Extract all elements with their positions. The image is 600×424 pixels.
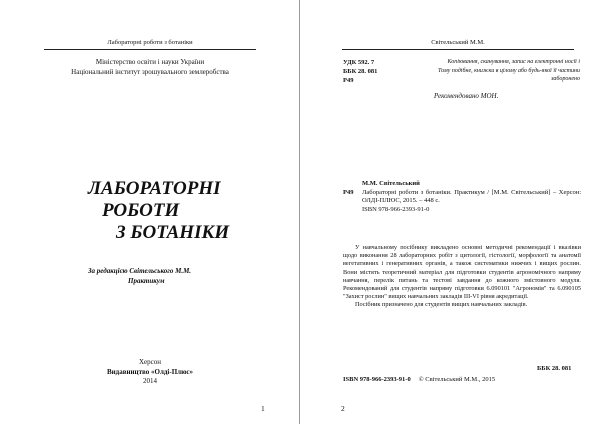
catalog-isbn: ISBN 978-966-2393-91-0 <box>362 205 430 213</box>
warning-line-3: заборонено <box>551 76 580 82</box>
bbk-code: ББК 28. 081 <box>343 68 378 75</box>
recommendation-note: Рекомендовано МОН. <box>434 92 499 100</box>
genre-line: Практикум <box>128 277 165 285</box>
imprint-page <box>300 0 600 424</box>
abstract <box>343 244 581 310</box>
header-rule <box>44 49 256 50</box>
catalog-entry: Лабораторні роботи з ботаніки. Практикум / [М.М. Світельський] – Херсон: ОЛДІ-ПЛЮС, 2015. – 448 с. <box>362 188 581 204</box>
year: 2014 <box>143 377 157 385</box>
book-title <box>88 178 268 244</box>
running-head: Світельський М.М. <box>431 39 485 46</box>
bbk-bottom: ББК 28. 081 <box>537 365 572 372</box>
imprint-block <box>44 358 256 387</box>
copyright-warning <box>408 58 580 84</box>
ministry-line: Міністерство освіти і науки України <box>95 58 205 66</box>
title-line-2: РОБОТИ <box>102 200 180 221</box>
editor-block <box>88 266 278 286</box>
catalog-key: Р49 <box>343 188 354 196</box>
catalog-row <box>343 189 581 206</box>
author-mark: Р49 <box>343 77 354 84</box>
abstract-paragraph: Посібник призначено для студентів вищих навчальних закладів. <box>355 301 528 309</box>
catalog-record <box>343 180 581 214</box>
city: Херсон <box>138 358 161 366</box>
abstract-paragraph: У навчальному посібнику викладено основні методичні рекомендації і вказівки щодо виконання 28 лабораторних робіт з цитології, гістології, морфології та анатомії вегетативних і генеративних органів, а також систематики нижчих і вищих рослин. Вони містять теоретичний матеріал для підготовки студентів агрономічного напряму навчання, перелік питань та тестові завдання до кожного змістовного модуля. Рекомендований для студентів напряму підготовки 6.090101 "Агрономія" та 6.090105 "Захист рослин" вищих навчальних закладів III-VI рівня акредитації. <box>343 244 581 301</box>
copyright: © Світельський М.М., 2015 <box>418 376 496 383</box>
page-number: 2 <box>341 404 345 413</box>
warning-line-2: Тому подібне, книжки в цілому або будь-якої її частини <box>437 67 580 74</box>
institute-line: Національний інститут зрошувального землеробства <box>71 67 229 76</box>
running-head: Лабораторні роботи з ботаніки <box>107 39 193 46</box>
editor-line: За редакцією Світельського М.М. <box>88 267 192 275</box>
title-page <box>0 0 299 424</box>
warning-line-1: Копіювання, сканування, запис на електронні носії і <box>447 59 580 65</box>
page-number: 1 <box>261 404 265 413</box>
title-line-3: З БОТАНІКИ <box>116 222 230 243</box>
title-line-1: ЛАБОРАТОРНІ <box>88 178 221 199</box>
classification-codes <box>343 58 403 85</box>
publisher: Видавництво «Олді-Плюс» <box>106 367 194 376</box>
ministry-block <box>44 58 256 77</box>
udk-code: УДК 592. 7 <box>343 59 375 66</box>
isbn-bottom: ISBN 978-966-2393-91-0 <box>343 376 411 383</box>
header-rule <box>342 49 574 50</box>
catalog-author: М.М. Світельський <box>362 180 420 187</box>
isbn-copyright-line <box>343 376 495 383</box>
